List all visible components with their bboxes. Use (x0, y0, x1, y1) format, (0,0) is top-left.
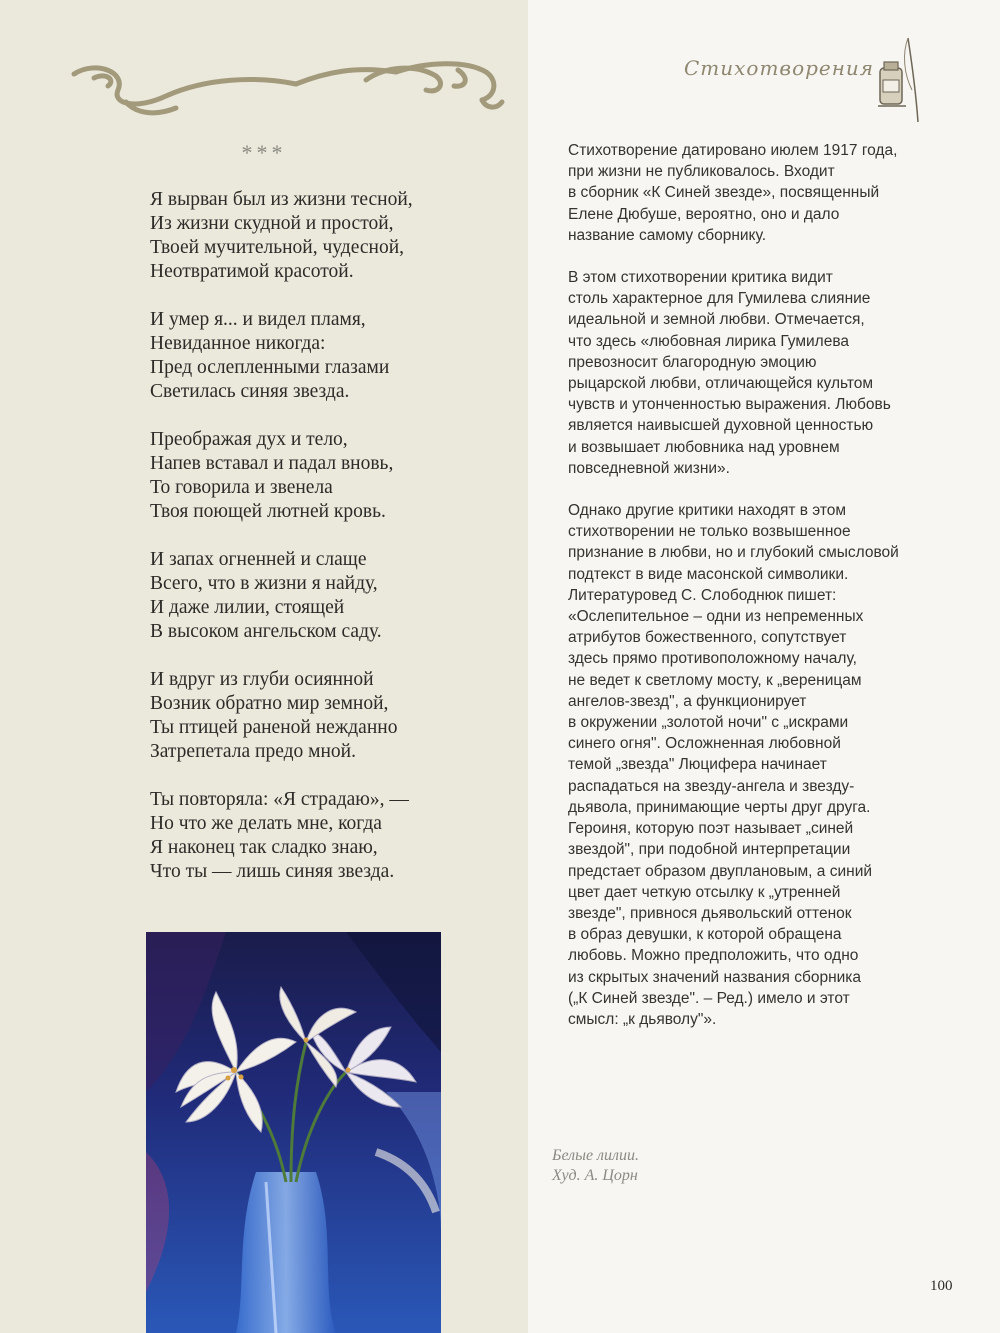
commentary-line: синего огня". Осложненная любовной (568, 735, 841, 753)
poem-line: Всего, что в жизни я найду, (150, 573, 378, 594)
poem-line: Возник обратно мир земной, (150, 693, 389, 714)
poem-line: Твоя поющей лютней кровь. (150, 501, 386, 522)
poem-line: Из жизни скудной и простой, (150, 213, 394, 234)
poem-line: Твоей мучительной, чудесной, (150, 237, 405, 258)
poem-line: Но что же делать мне, когда (150, 813, 382, 834)
commentary-line: Героиня, которую поэт называет „синей (568, 820, 854, 838)
caption-artist: Худ. А. Цорн (552, 1167, 638, 1184)
commentary-line: столь характерное для Гумилева слияние (568, 290, 871, 308)
commentary-line: Однако другие критики находят в этом (568, 502, 847, 520)
stanza (150, 548, 510, 644)
commentary-line: любовь. Можно предположить, что одно (568, 947, 859, 965)
commentary-line: („К Синей звезде". – Ред.) имело и этот (568, 989, 850, 1007)
caption-title: Белые лилии. (552, 1147, 640, 1164)
commentary-line: в образ девушки, к которой обращена (568, 926, 842, 944)
commentary-line: и возвышает любовника над уровнем (568, 438, 840, 456)
poem-line: И даже лилии, стоящей (150, 597, 345, 618)
commentary-line: Литературовед С. Слободнюк пишет: (568, 586, 837, 604)
commentary-line: звездой", при подобной интерпретации (568, 841, 851, 859)
painting-caption (552, 1146, 639, 1186)
commentary-line: «Ослепительное – одни из непременных (568, 608, 864, 626)
stanza (150, 668, 510, 764)
art-nouveau-ornament (66, 52, 506, 122)
poem (150, 188, 510, 908)
poem-line: И вдруг из глуби осиянной (150, 669, 374, 690)
inkwell-quill-icon (872, 34, 924, 124)
poem-line: В высоком ангельском саду. (150, 621, 382, 642)
commentary-line: Стихотворение датировано июлем 1917 года, (568, 142, 898, 159)
commentary-line: превозносит благородную эмоцию (568, 353, 817, 371)
section-title: Стихотворения (684, 56, 875, 80)
commentary-line: не ведет к светлому мосту, к „вереницам (568, 671, 862, 689)
commentary-line: звезде", привнося дьявольский оттенок (568, 904, 852, 922)
commentary-line: смысл: „к дьяволу"». (568, 1010, 717, 1028)
commentary-line: предстает образом двуплановым, а синий (568, 862, 873, 880)
commentary-line: что здесь «любовная лирика Гумилева (568, 332, 850, 350)
commentary-line: при жизни не публиковалось. Входит (568, 163, 835, 181)
commentary-line: темой „звезда" Люцифера начинает (568, 756, 827, 774)
commentary-line: стихотворении не только возвышенное (568, 523, 851, 541)
commentary-line: название самому сборнику. (568, 226, 767, 244)
commentary-line: атрибутов божественного, сопутствует (568, 629, 847, 647)
poem-line: То говорила и звенела (150, 477, 333, 498)
poem-line: Неотвратимой красотой. (150, 261, 354, 282)
commentary-paragraph (568, 500, 928, 1030)
poem-line: И умер я... и видел пламя, (150, 309, 366, 330)
commentary-line: является наивысшей духовной ценностью (568, 417, 874, 435)
stanza-marker: *** (241, 140, 287, 165)
poem-line: Затрепетала предо мной. (150, 741, 356, 762)
poem-line: Преображая дух и тело, (150, 429, 348, 450)
commentary-paragraph (568, 140, 928, 246)
poem-line: Напев вставал и падал вновь, (150, 453, 394, 474)
commentary-line: в сборник «К Синей звезде», посвященный (568, 184, 880, 202)
stanza (150, 788, 510, 884)
commentary-line: дьявола, принимающие черты друг друга. (568, 798, 871, 816)
white-lilies-painting (146, 932, 441, 1333)
poem-line: Что ты — лишь синяя звезда. (150, 861, 395, 882)
poem-line: Я наконец так сладко знаю, (150, 837, 378, 858)
poem-line: Я вырван был из жизни тесной, (150, 189, 413, 210)
commentary-line: повседневной жизни». (568, 459, 730, 477)
commentary-line: распадаться на звезду-ангела и звезду- (568, 777, 855, 795)
commentary-line: Елене Дюбуше, вероятно, оно и дало (568, 205, 840, 223)
commentary-line: рыцарской любви, отличающейся культом (568, 375, 874, 393)
stanza (150, 308, 510, 404)
commentary-line: В этом стихотворении критика видит (568, 269, 833, 287)
commentary-line: здесь прямо противоположному началу, (568, 650, 857, 668)
commentary-line: чувств и утонченностью выражения. Любовь (568, 396, 891, 414)
poem-line: Светилась синяя звезда. (150, 381, 350, 402)
commentary-line: признание в любви, но и глубокий смысловой (568, 544, 899, 562)
commentary-line: подтекст в виде масонской символики. (568, 565, 849, 583)
stanza (150, 428, 510, 524)
poem-line: Невиданное никогда: (150, 333, 326, 354)
poem-line: Ты повторяла: «Я страдаю», — (150, 789, 409, 810)
commentary-line: цвет дает четкую отсылку к „утренней (568, 883, 841, 901)
commentary-paragraph (568, 267, 928, 479)
commentary-line: идеальной и земной любви. Отмечается, (568, 311, 865, 329)
commentary (568, 140, 928, 1051)
poem-line: И запах огненней и слаще (150, 549, 367, 570)
commentary-line: в окружении „золотой ночи" с „искрами (568, 714, 849, 732)
poem-line: Ты птицей раненой нежданно (150, 717, 398, 738)
page-number: 100 (930, 1278, 953, 1294)
stanza (150, 188, 510, 284)
commentary-line: из скрытых значений названия сборника (568, 968, 862, 986)
commentary-line: ангелов-звезд", а функционирует (568, 692, 807, 710)
poem-line: Пред ослепленными глазами (150, 357, 390, 378)
